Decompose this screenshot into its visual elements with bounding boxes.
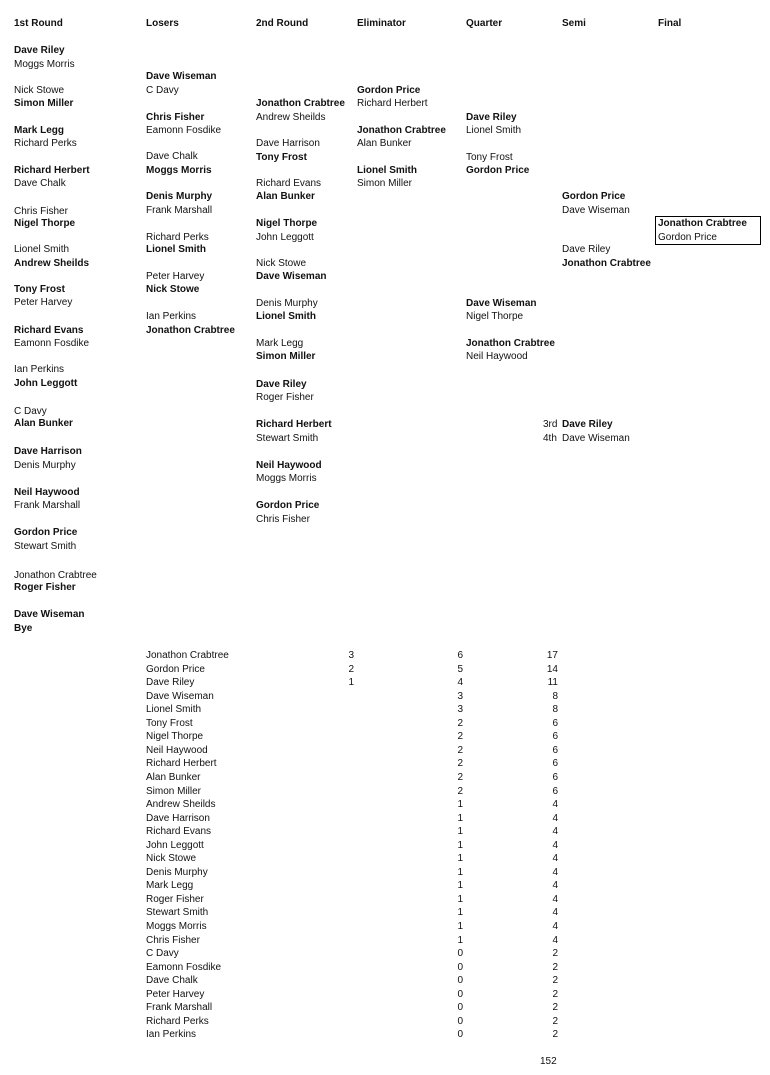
standings-score-c: 6 bbox=[552, 786, 558, 797]
round1-entry: Ian Perkins bbox=[14, 364, 65, 375]
column-header: Semi bbox=[562, 18, 586, 29]
losers-entry: Frank Marshall bbox=[146, 205, 213, 216]
standings-score-b: 1 bbox=[457, 907, 463, 918]
round1-entry: Eamonn Fosdike bbox=[14, 338, 90, 349]
standings-name: Alan Bunker bbox=[146, 772, 201, 783]
column-header: 2nd Round bbox=[256, 18, 309, 29]
standings-score-b: 1 bbox=[457, 813, 463, 824]
losers-entry: Dave Wiseman bbox=[146, 71, 217, 82]
round1-entry: Andrew Sheilds bbox=[14, 258, 90, 269]
standings-name: Richard Perks bbox=[146, 1016, 209, 1027]
standings-score-b: 2 bbox=[457, 758, 463, 769]
quarter-entry: Nigel Thorpe bbox=[466, 311, 524, 322]
losers-entry: Denis Murphy bbox=[146, 191, 213, 202]
standings-score-c: 2 bbox=[552, 1016, 558, 1027]
standings-score-b: 2 bbox=[457, 731, 463, 742]
round2-entry: John Leggott bbox=[256, 232, 314, 243]
quarter-entry: Neil Haywood bbox=[466, 351, 528, 362]
round1-entry: Chris Fisher bbox=[14, 206, 68, 217]
round2-entry: Denis Murphy bbox=[256, 298, 318, 309]
final-result-box bbox=[655, 216, 761, 245]
eliminator-entry: Alan Bunker bbox=[357, 138, 412, 149]
column-header: Losers bbox=[146, 18, 179, 29]
quarter-entry: Gordon Price bbox=[466, 165, 530, 176]
standings-score-a: 2 bbox=[348, 664, 354, 675]
round2-entry: Dave Wiseman bbox=[256, 271, 327, 282]
standings-score-c: 2 bbox=[552, 962, 558, 973]
round2-entry: Chris Fisher bbox=[256, 514, 310, 525]
losers-entry: Eamonn Fosdike bbox=[146, 125, 222, 136]
standings-score-c: 4 bbox=[552, 853, 558, 864]
round1-entry: Tony Frost bbox=[14, 284, 65, 295]
standings-score-c: 4 bbox=[552, 840, 558, 851]
losers-entry: C Davy bbox=[146, 85, 179, 96]
standings-score-c: 4 bbox=[552, 894, 558, 905]
eliminator-entry: Richard Herbert bbox=[357, 98, 428, 109]
semi-entry: Dave Riley bbox=[562, 244, 611, 255]
standings-score-b: 0 bbox=[457, 989, 463, 1000]
page-number: 152 bbox=[540, 1056, 557, 1067]
standings-score-c: 6 bbox=[552, 772, 558, 783]
round1-entry: Stewart Smith bbox=[14, 541, 77, 552]
eliminator-entry: Gordon Price bbox=[357, 85, 421, 96]
standings-score-c: 6 bbox=[552, 731, 558, 742]
standings-name: Jonathon Crabtree bbox=[146, 650, 229, 661]
standings-score-b: 1 bbox=[457, 867, 463, 878]
standings-name: Lionel Smith bbox=[146, 704, 202, 715]
column-header: Eliminator bbox=[357, 18, 406, 29]
quarter-entry: Dave Wiseman bbox=[466, 298, 537, 309]
round2-entry: Richard Herbert bbox=[256, 419, 332, 430]
round1-entry: Bye bbox=[14, 623, 33, 634]
semi-entry: Jonathon Crabtree bbox=[562, 258, 651, 269]
round2-entry: Stewart Smith bbox=[256, 433, 319, 444]
round1-entry: Simon Miller bbox=[14, 98, 74, 109]
standings-score-c: 17 bbox=[546, 650, 558, 661]
losers-entry: Dave Chalk bbox=[146, 151, 198, 162]
standings-score-c: 2 bbox=[552, 989, 558, 1000]
round1-entry: Frank Marshall bbox=[14, 500, 81, 511]
losers-entry: Nick Stowe bbox=[146, 284, 200, 295]
round1-entry: Moggs Morris bbox=[14, 59, 75, 70]
round1-entry: Lionel Smith bbox=[14, 244, 70, 255]
standings-score-a: 3 bbox=[348, 650, 354, 661]
standings-name: Dave Harrison bbox=[146, 813, 210, 824]
round1-entry: Richard Herbert bbox=[14, 165, 90, 176]
standings-score-b: 2 bbox=[457, 718, 463, 729]
round2-entry: Simon Miller bbox=[256, 351, 316, 362]
quarter-entry: Lionel Smith bbox=[466, 125, 522, 136]
standings-name: Dave Chalk bbox=[146, 975, 198, 986]
round2-entry: Richard Evans bbox=[256, 178, 322, 189]
place-name: Dave Wiseman bbox=[562, 433, 630, 444]
standings-name: Gordon Price bbox=[146, 664, 205, 675]
standings-score-b: 1 bbox=[457, 935, 463, 946]
round1-entry: Dave Wiseman bbox=[14, 609, 85, 620]
standings-score-c: 4 bbox=[552, 799, 558, 810]
standings-score-b: 1 bbox=[457, 894, 463, 905]
round2-entry: Roger Fisher bbox=[256, 392, 314, 403]
losers-entry: Richard Perks bbox=[146, 232, 209, 243]
standings-name: Nick Stowe bbox=[146, 853, 197, 864]
standings-score-c: 4 bbox=[552, 935, 558, 946]
round1-entry: Roger Fisher bbox=[14, 582, 76, 593]
place-name: Dave Riley bbox=[562, 419, 613, 430]
standings-score-c: 6 bbox=[552, 718, 558, 729]
losers-entry: Chris Fisher bbox=[146, 112, 205, 123]
standings-name: Peter Harvey bbox=[146, 989, 205, 1000]
standings-score-b: 0 bbox=[457, 962, 463, 973]
standings-name: Dave Wiseman bbox=[146, 691, 214, 702]
standings-score-c: 4 bbox=[552, 826, 558, 837]
standings-score-c: 4 bbox=[552, 867, 558, 878]
round1-entry: Denis Murphy bbox=[14, 460, 76, 471]
round1-entry: Gordon Price bbox=[14, 527, 78, 538]
losers-entry: Peter Harvey bbox=[146, 271, 205, 282]
standings-name: Eamonn Fosdike bbox=[146, 962, 222, 973]
standings-score-c: 2 bbox=[552, 1029, 558, 1040]
standings-score-c: 6 bbox=[552, 758, 558, 769]
quarter-entry: Jonathon Crabtree bbox=[466, 338, 555, 349]
quarter-entry: Tony Frost bbox=[466, 152, 513, 163]
place-label: 4th bbox=[543, 433, 557, 444]
round1-entry: John Leggott bbox=[14, 378, 78, 389]
round2-entry: Andrew Sheilds bbox=[256, 112, 326, 123]
standings-name: Chris Fisher bbox=[146, 935, 200, 946]
standings-name: Richard Evans bbox=[146, 826, 212, 837]
losers-entry: Ian Perkins bbox=[146, 311, 197, 322]
losers-entry: Moggs Morris bbox=[146, 165, 212, 176]
round1-entry: Alan Bunker bbox=[14, 418, 73, 429]
round1-entry: Dave Riley bbox=[14, 45, 65, 56]
standings-name: Frank Marshall bbox=[146, 1002, 213, 1013]
standings-score-c: 6 bbox=[552, 745, 558, 756]
standings-score-b: 0 bbox=[457, 975, 463, 986]
standings-score-b: 1 bbox=[457, 853, 463, 864]
standings-name: Andrew Sheilds bbox=[146, 799, 216, 810]
standings-score-c: 4 bbox=[552, 921, 558, 932]
standings-score-b: 5 bbox=[457, 664, 463, 675]
standings-score-c: 8 bbox=[552, 691, 558, 702]
round2-entry: Tony Frost bbox=[256, 152, 307, 163]
standings-name: Richard Herbert bbox=[146, 758, 217, 769]
standings-name: Moggs Morris bbox=[146, 921, 207, 932]
standings-score-b: 1 bbox=[457, 880, 463, 891]
final-entry: Jonathon Crabtree bbox=[658, 218, 747, 229]
semi-entry: Gordon Price bbox=[562, 191, 626, 202]
standings-score-b: 2 bbox=[457, 745, 463, 756]
standings-score-b: 6 bbox=[457, 650, 463, 661]
standings-score-c: 8 bbox=[552, 704, 558, 715]
column-header: Quarter bbox=[466, 18, 503, 29]
column-header: Final bbox=[658, 18, 682, 29]
standings-name: Stewart Smith bbox=[146, 907, 209, 918]
round2-entry: Nick Stowe bbox=[256, 258, 307, 269]
round1-entry: Richard Evans bbox=[14, 325, 84, 336]
round1-entry: Dave Harrison bbox=[14, 446, 82, 457]
round2-entry: Alan Bunker bbox=[256, 191, 315, 202]
standings-name: Roger Fisher bbox=[146, 894, 204, 905]
standings-name: Denis Murphy bbox=[146, 867, 208, 878]
round2-entry: Dave Harrison bbox=[256, 138, 320, 149]
eliminator-entry: Jonathon Crabtree bbox=[357, 125, 446, 136]
standings-score-b: 4 bbox=[457, 677, 463, 688]
losers-entry: Lionel Smith bbox=[146, 244, 206, 255]
round2-entry: Mark Legg bbox=[256, 338, 304, 349]
standings-score-b: 0 bbox=[457, 1016, 463, 1027]
standings-name: Dave Riley bbox=[146, 677, 195, 688]
standings-score-c: 4 bbox=[552, 907, 558, 918]
place-label: 3rd bbox=[543, 419, 558, 430]
column-header: 1st Round bbox=[14, 18, 63, 29]
round2-entry: Neil Haywood bbox=[256, 460, 322, 471]
standings-score-b: 0 bbox=[457, 1002, 463, 1013]
eliminator-entry: Lionel Smith bbox=[357, 165, 417, 176]
round1-entry: Neil Haywood bbox=[14, 487, 80, 498]
standings-name: Neil Haywood bbox=[146, 745, 208, 756]
standings-score-b: 1 bbox=[457, 799, 463, 810]
standings-name: John Leggott bbox=[146, 840, 204, 851]
standings-name: Mark Legg bbox=[146, 880, 194, 891]
standings-score-c: 2 bbox=[552, 948, 558, 959]
round2-entry: Gordon Price bbox=[256, 500, 320, 511]
standings-score-b: 3 bbox=[457, 704, 463, 715]
standings-score-c: 2 bbox=[552, 975, 558, 986]
round2-entry: Dave Riley bbox=[256, 379, 307, 390]
round2-entry: Nigel Thorpe bbox=[256, 218, 318, 229]
round1-entry: C Davy bbox=[14, 406, 47, 417]
standings-name: Simon Miller bbox=[146, 786, 202, 797]
round1-entry: Mark Legg bbox=[14, 125, 65, 136]
quarter-entry: Dave Riley bbox=[466, 112, 517, 123]
standings-score-c: 11 bbox=[547, 677, 558, 688]
round1-entry: Jonathon Crabtree bbox=[14, 570, 97, 581]
round1-entry: Dave Chalk bbox=[14, 178, 66, 189]
round2-entry: Jonathon Crabtree bbox=[256, 98, 345, 109]
round2-entry: Moggs Morris bbox=[256, 473, 317, 484]
standings-score-b: 2 bbox=[457, 786, 463, 797]
standings-name: C Davy bbox=[146, 948, 179, 959]
losers-entry: Jonathon Crabtree bbox=[146, 325, 235, 336]
round2-entry: Lionel Smith bbox=[256, 311, 316, 322]
standings-score-a: 1 bbox=[348, 677, 354, 688]
standings-score-b: 0 bbox=[457, 948, 463, 959]
standings-score-b: 3 bbox=[457, 691, 463, 702]
standings-name: Nigel Thorpe bbox=[146, 731, 204, 742]
round1-entry: Peter Harvey bbox=[14, 297, 73, 308]
round1-entry: Nick Stowe bbox=[14, 85, 65, 96]
eliminator-entry: Simon Miller bbox=[357, 178, 413, 189]
standings-score-c: 2 bbox=[552, 1002, 558, 1013]
standings-score-b: 1 bbox=[457, 840, 463, 851]
standings-score-b: 1 bbox=[457, 826, 463, 837]
standings-score-c: 4 bbox=[552, 813, 558, 824]
round1-entry: Richard Perks bbox=[14, 138, 77, 149]
standings-score-c: 4 bbox=[552, 880, 558, 891]
standings-name: Tony Frost bbox=[146, 718, 193, 729]
round1-entry: Nigel Thorpe bbox=[14, 218, 76, 229]
final-entry: Gordon Price bbox=[658, 232, 717, 243]
standings-name: Ian Perkins bbox=[146, 1029, 197, 1040]
standings-score-b: 1 bbox=[457, 921, 463, 932]
semi-entry: Dave Wiseman bbox=[562, 205, 630, 216]
standings-score-c: 14 bbox=[546, 664, 558, 675]
standings-score-b: 2 bbox=[457, 772, 463, 783]
standings-score-b: 0 bbox=[457, 1029, 463, 1040]
